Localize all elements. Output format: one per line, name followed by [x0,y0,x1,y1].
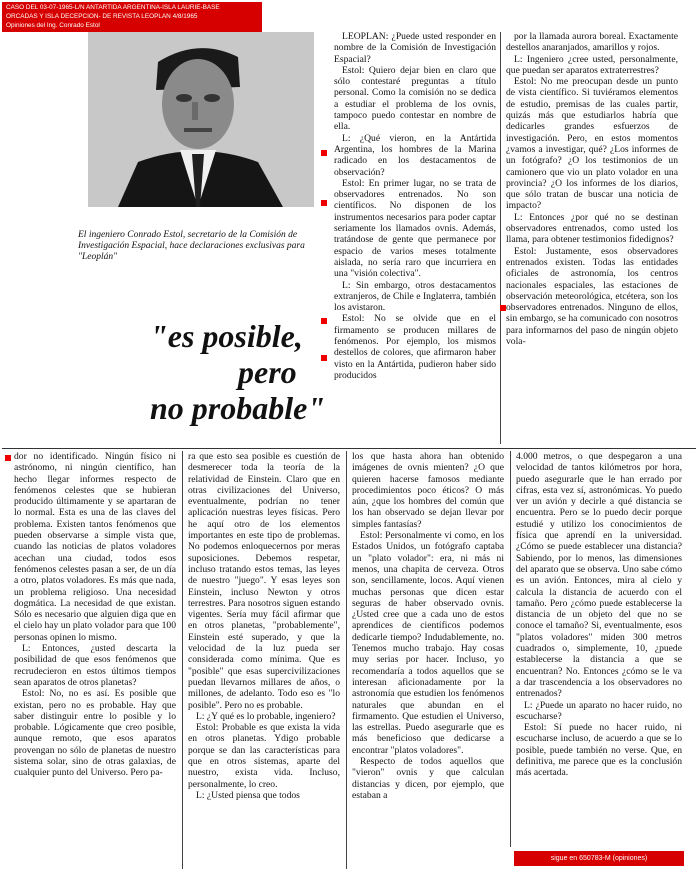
highlight-marker [321,200,327,206]
paragraph: Estol: Justamente, esos observadores entrenados existen. Todas las entidades oficiales de astronomía, los centros nacionales espaciales, las estaciones de observación meteorológica, etcétera, son los observadores entrenados. Ninguno de ellos, sin embargo, se ha comunicado con nosotros para informarnos del paso de ningún objeto vola- [506,245,678,348]
bottom-column-3 [352,451,504,871]
bottom-column-4 [516,451,682,849]
paragraph: L: Entonces ¿por qué no se destinan observadores entrenados, como usted los llama, para obtener testimonios fidedignos? [506,211,678,246]
portrait-illustration [88,32,314,207]
paragraph: dor no identificado. Ningún físico ni astrónomo, ni ningún científico, han hecho llegar informes respecto de fenómenos celestes que se hubieran producido últimamente y se apartaran de lo normal. Esta es una de las claves del problema. Existen tantos fenómenos que pueden observarse a simple vista que, cuando las noticias de platos voladores acechan una ciudad, todos esos fenómenos celestes pasan a ser, de un día a otro, platos voladores. Es más que nada, un problema religioso. Una necesidad dogmática. La necesidad de que existan. Sólo es necesario que alguien diga que en el cielo hay un plato volador para que 100 personas opinen lo mismo. [14,451,176,643]
highlight-marker [500,305,506,311]
headline-line-1: "es posible, [150,318,303,354]
portrait-photo [88,32,314,207]
paragraph: L: Ingeniero ¿cree usted, personalmente, que puedan ser aparatos extraterrestres? [506,53,678,76]
paragraph: L: ¿Y qué es lo probable, ingeniero? [196,710,336,722]
highlight-marker [5,455,11,461]
header-line-1: CASO DEL 03-07-1965-L/N ANTARTIDA ARGENTINA-ISLA LAURIE-BASE [6,4,220,11]
bottom-column-1 [14,451,176,871]
paragraph: Estol: No, no es así. Es posible que existan, pero no es probable. Hay que saber distinguir entre lo posible y lo probable. Lógicamente que creo posible, aunque remoto, que esos aparatos provengan no sólo de planetas de nuestro sistema solar, sino de otras galaxias, de cualquier punto del Universo. Pero pa- [14,688,176,779]
column-divider [500,32,501,444]
paragraph: L: Sin embargo, otros destacamentos extranjeros, de Chile e Inglaterra, también los avistaron. [334,279,496,314]
paragraph: 4.000 metros, o que despegaron a una velocidad de tantos kilómetros por hora, puedo asegurarle que le han errado por cifras, esta vez sí, astronómicas. Yo puedo ver un avión y decirle a qué distancia se encuentra. Pero se lo puedo decir porque estudié y utilizo los conocimientos de física que aprendí en la universidad. ¿Cómo se puede establecer una distancia? Sabiendo, por lo menos, las dimensiones del aparato que se observa. Uno sabe cómo es un avión. Entonces, mira al cielo y calcula la distancia de acuerdo con el tamaño. Pero ¿cómo puede establecerse la distancia de un objeto del que no se conoce el tamaño? Si, eventualmente, esos "platos voladores" miden 300 metros cuadrados o, simplemente, 10, ¿puede establecerse la distancia a que se encuentran? No. Entonces ¿cómo se le va a dar trascendencia a los observadores no entrenados? [516,451,682,700]
highlight-marker [321,318,327,324]
source-header-label [2,2,262,32]
paragraph: Estol: Personalmente vi como, en los Estados Unidos, un fotógrafo captaba un "plato volador": era, ni más ni menos, una chapita de cerveza. Otros son, sencillamente, locos. Aquí vienen muchas personas que dicen estar seguras de haber observado ovnis. ¿Usted cree que a cada uno de estos aprendices de científicos podemos dedicarle tiempo? Indudablemente, no. Tenemos mucho trabajo. Hay cosas muy serias por hacer. Incluso, yo recomendaría a todos aquellos que se interesan aficionadamente por la astronomía que estudien los fenómenos naturales que abundan en el firmamento. Que estudien el Universo, las estrellas. Puedo asegurarle que es más beneficioso que dedicarse a encontrar "platos voladores". [352,530,504,756]
paragraph: Estol: Probable es que exista la vida en otros planetas. Ydigo probable porque se dan las características para que en otros sistemas, aparte del nuestro, exista vida. Incluso, personalmente, lo creo. [188,722,340,790]
headline [150,318,326,426]
continuation-tag: sigue en 650783-M (opiniones) [514,851,684,866]
bottom-column-2 [188,451,340,871]
paragraph: L: ¿Usted piensa que todos [196,789,300,801]
headline-line-3: no probable" [150,390,326,426]
header-line-3: Opiniones del Ing. Conrado Estol [6,22,100,29]
paragraph: los que hasta ahora han obtenido imágenes de ovnis mienten? ¿O que quieren hacerse famosos mediante procedimientos poco éticos? O más aún, ¿que los hombres del común que los han observado se dejan llevar por simples fantasías? [352,451,504,530]
paragraph: L: Entonces, ¿usted descarta la posibilidad de que esos fenómenos que recrudecieron en estos últimos tiempos sean aparatos de otros planetas? [14,643,176,688]
paragraph: Estol: No me preocupan desde un punto de vista científico. Si tuviéramos elementos de estudio, premisas de las cuales partir, quizás más que estudiarlos habría que dedicarles grandes esfuerzos de investigación. Pero, en estos momentos ¿vamos a investigar, qué? ¿Los informes de un fotógrafo? ¿O los testimonios de un camionero que vio un plato volador en una provincia? ¿O los informes de los diarios, que sólo tratan de buscar una noticia de impacto? [506,76,678,212]
photo-caption: El ingeniero Conrado Estol, secretario de la Comisión de Investigación Espacial, hace declaraciones exclusivas para "Leoplán" [78,230,305,262]
headline-line-2: pero [238,354,297,390]
highlight-marker [321,150,327,156]
column-divider [510,451,511,847]
paragraph: ra que esto sea posible es cuestión de desmerecer toda la teoría de la relatividad de Einstein. Claro que en otras civilizaciones del Universo, eventualmente, podrían no tener aplicación nuestras leyes físicas. Pero he aquí otro de los elementos importantes en este tipo de problemas. No podemos enloquecernos por meras suposiciones. Debemos respetar, incluso tratando estos temas, las leyes de nuestro "juego". Y esas leyes son Einstein, incluso Newton y otros terrestres. Para nosotros siguen estando vigentes. Sería muy fácil afirmar que en otros planetas, "probablemente", Einstein esté superado, y que la velocidad de la luz pueda ser considerada como mínima. Que es "posible" que esas supercivilizaciones puedan llevarnos millares de años, o millones, de adelanto. Todo eso es "lo posible". Pero no es probable. [188,451,340,711]
paragraph: Estol: En primer lugar, no se trata de observadores entrenados. No son científicos. No disponen de los instrumentos necesarios para poder captar seriamente los llamados ovnis. Además, tratándose de gente que permanece por espacio de varios meses totalmente aislada, no sería raro que incurriera en una "visión colectiva". [334,177,496,280]
header-line-2: ORCADAS Y ISLA DECEPCION- DE REVISTA LEOPLAN 4/8/1965 [6,13,198,20]
section-rule [2,448,696,449]
paragraph: L: ¿Qué vieron, en la Antártida Argentina, los hombres de la Marina radicado en los destacamentos de observación? [334,132,496,178]
top-column-2 [506,31,678,443]
paragraph: Estol: Quiero dejar bien en claro que sólo contestaré preguntas a título personal. Como la comisión no se dedica a estudiar el problema de los ovnis, tampoco puedo contestar en nombre de ella. [334,64,496,133]
paragraph: Respecto de todos aquellos que "vieron" ovnis y que calculan distancias y dicen, por ejemplo, que estaban a [352,756,504,801]
highlight-marker [321,355,327,361]
paragraph: Estol: No se olvide que en el firmamento se producen millares de fenómenos. Por ejemplo, los mismos destellos de colores, que afirmaron haber visto en la Antártida, pudieron haber sido producidos [334,313,496,381]
paragraph: por la llamada aurora boreal. Exactamente destellos anaranjados, amarillos y rojos. [506,31,678,54]
paragraph: LEOPLAN: ¿Puede usted responder en nombre de la Comisión de Investigación Espacial? [334,31,496,65]
top-column-1 [334,31,496,443]
column-divider [346,451,347,869]
paragraph: L: ¿Puede un aparato no hacer ruido, no escucharse? [516,699,682,722]
paragraph: Estol: Sí puede no hacer ruido, ni escucharse incluso, de acuerdo a que se lo posible, puede también no verse. Que, en definitiva, me parece que es la conclusión más acertada. [516,722,682,779]
column-divider [182,451,183,869]
